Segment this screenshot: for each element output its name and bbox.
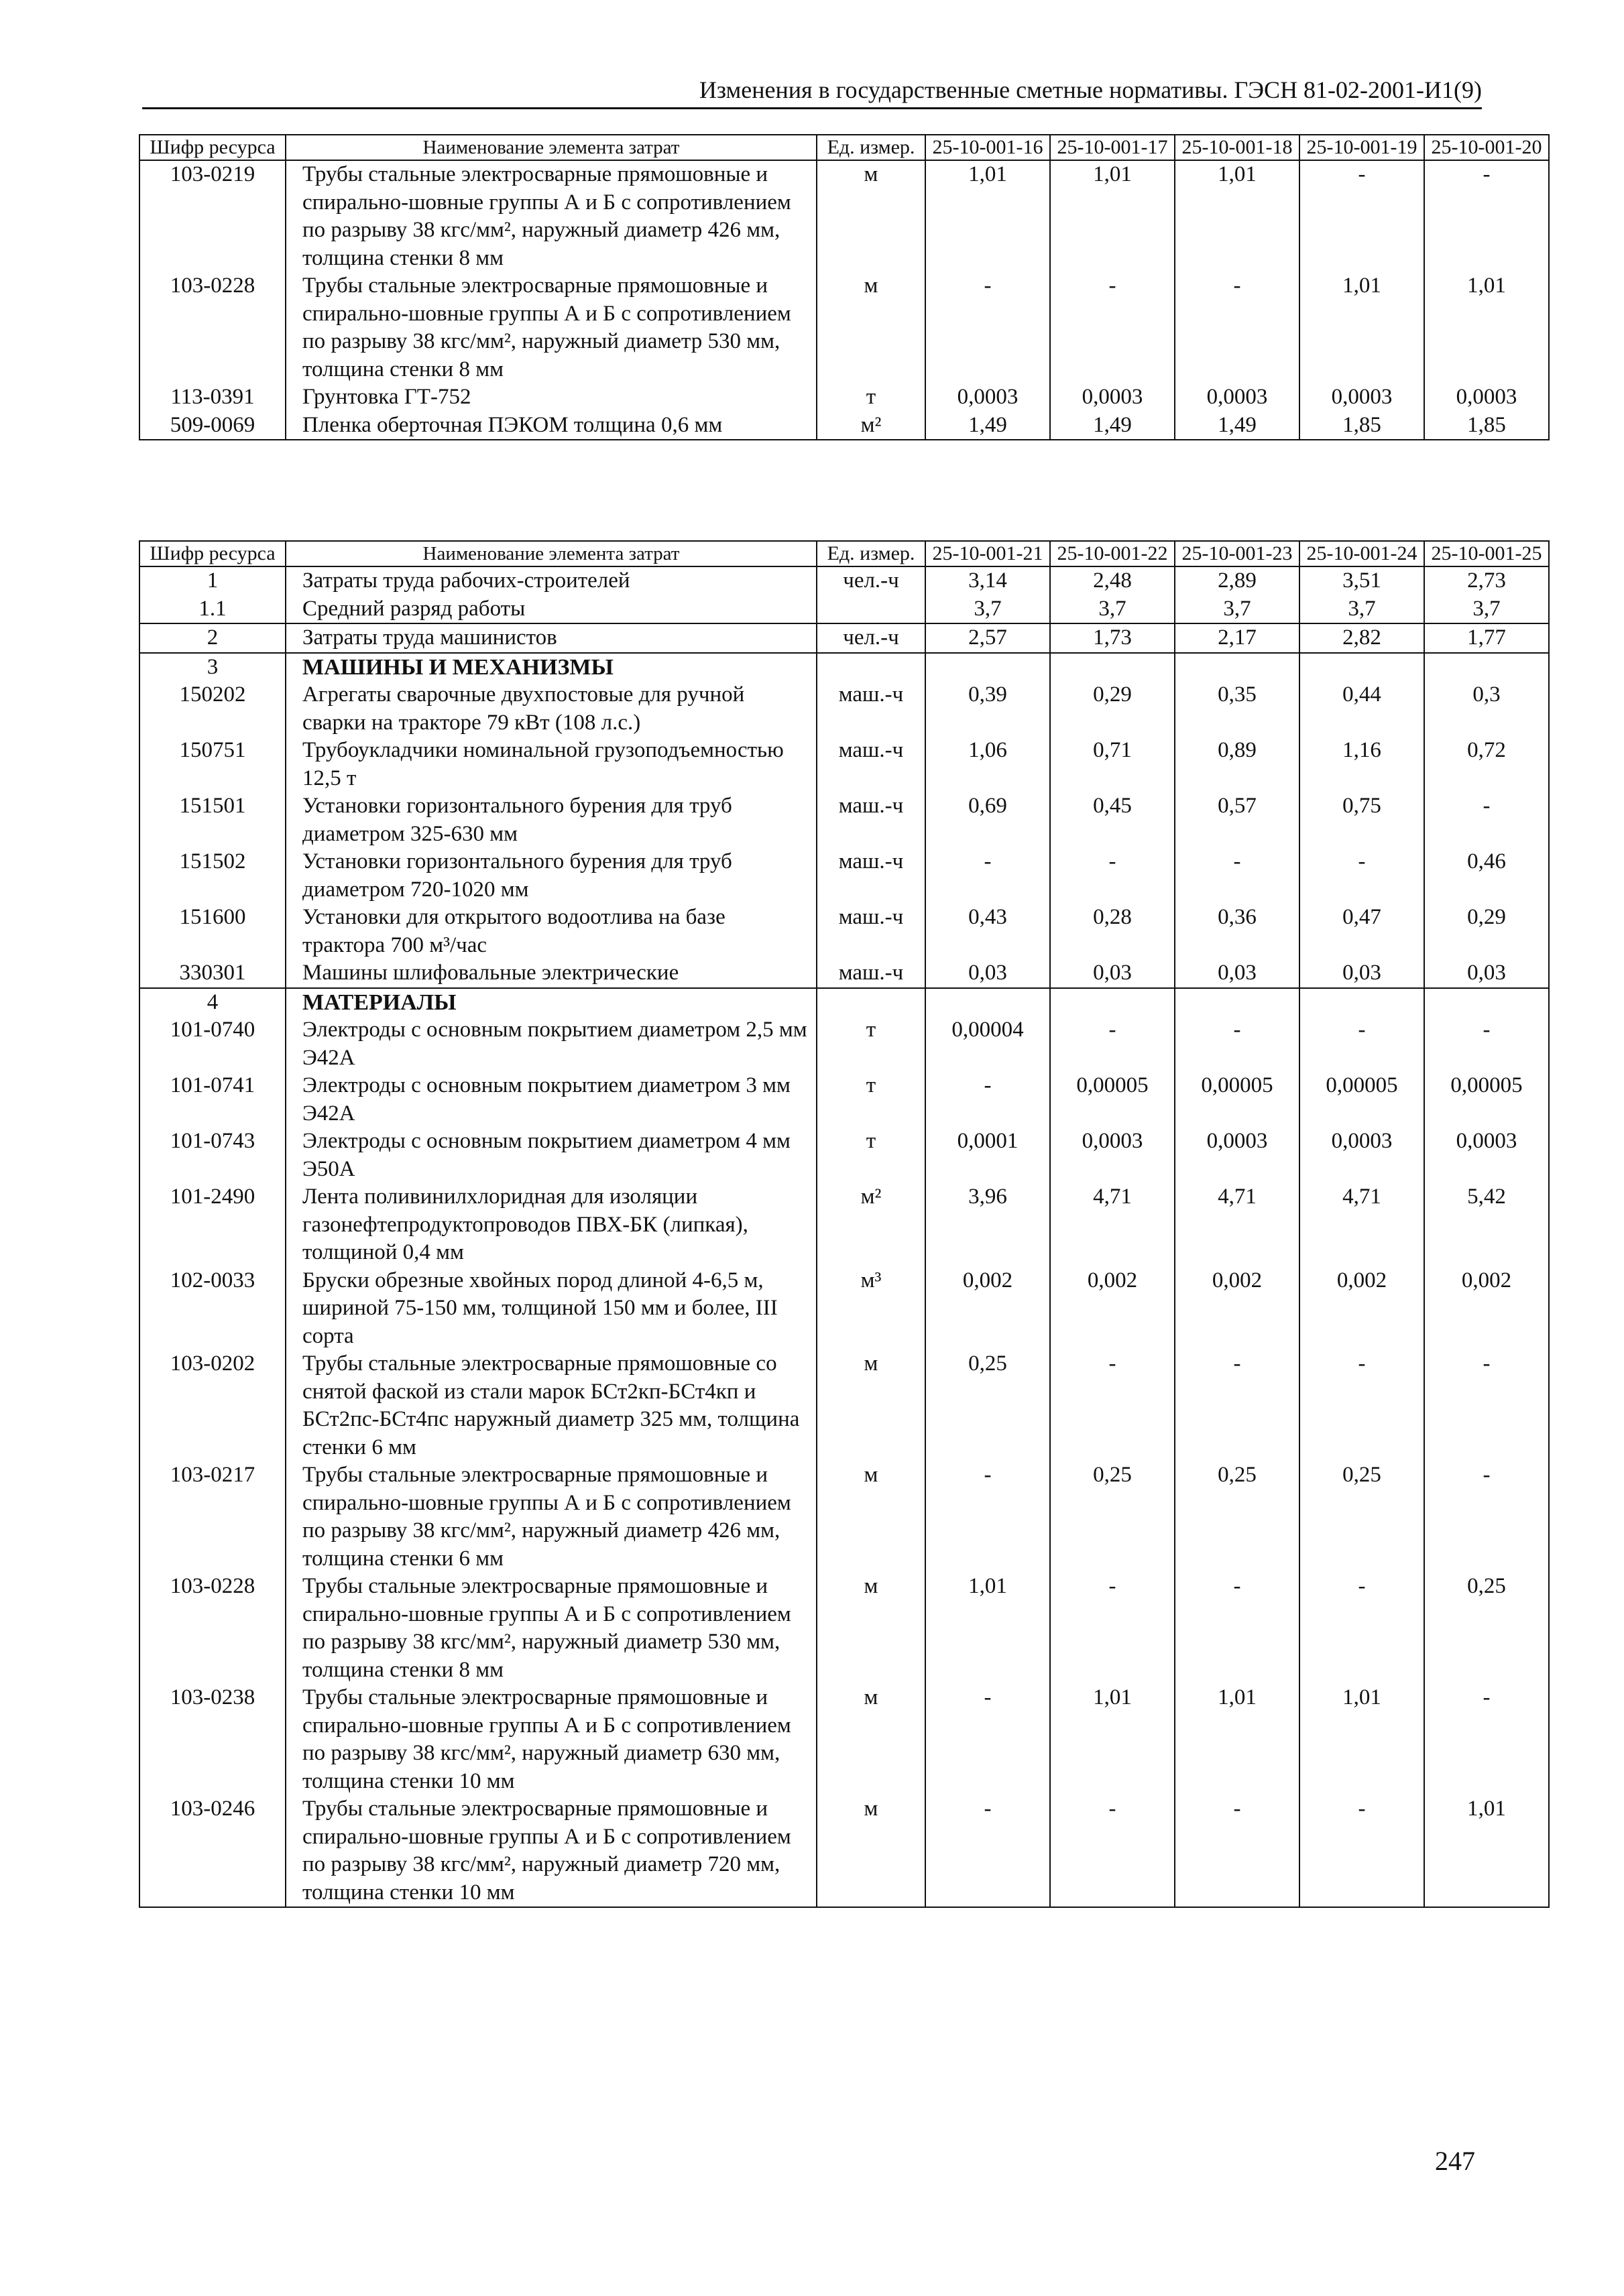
norm-value-2: 0,0003 (1050, 1128, 1175, 1183)
norm-value-2: 0,25 (1050, 1461, 1175, 1573)
header-unit: Ед. измер. (817, 135, 925, 160)
norm-value-2: 0,28 (1050, 904, 1175, 959)
unit-of-measure: маш.-ч (817, 848, 925, 904)
norm-value-3 (1175, 988, 1299, 1017)
cost-element-name: Средний разряд работы (286, 595, 817, 624)
norm-value-5: - (1424, 1350, 1549, 1461)
cost-element-name: Бруски обрезные хвойных пород длиной 4-6,5 м, шириной 75-150 мм, толщиной 150 мм и более, III сорта (286, 1267, 817, 1351)
resource-code: 151501 (139, 792, 286, 848)
cost-element-name: МАТЕРИАЛЫ (286, 988, 817, 1017)
table-row (139, 904, 1549, 959)
table-row (139, 681, 1549, 737)
cost-element-name: Трубы стальные электросварные прямошовные и спирально-шовные группы А и Б с сопротивлением по разрыву 38 кгс/мм², наружный диаметр 426 мм, толщина стенки 8 мм (286, 160, 817, 272)
resource-code: 103-0228 (139, 1573, 286, 1684)
table-row (139, 160, 1549, 272)
table-row (139, 272, 1549, 383)
header-col-4: 25-10-001-24 (1299, 541, 1424, 566)
norm-value-5: 0,29 (1424, 904, 1549, 959)
cost-element-name: Машины шлифовальные электрические (286, 959, 817, 988)
norm-value-5: 5,42 (1424, 1183, 1549, 1267)
norm-value-3: - (1175, 1350, 1299, 1461)
unit-of-measure: м (817, 1461, 925, 1573)
header-col-2: 25-10-001-22 (1050, 541, 1175, 566)
table-row (139, 412, 1549, 440)
resource-code: 150751 (139, 737, 286, 792)
unit-of-measure: маш.-ч (817, 737, 925, 792)
norm-value-2: 3,7 (1050, 595, 1175, 624)
norm-value-1: 1,01 (925, 1573, 1050, 1684)
norm-value-3: 3,7 (1175, 595, 1299, 624)
norm-value-1: 0,0001 (925, 1128, 1050, 1183)
table-row (139, 1461, 1549, 1573)
cost-element-name: Трубы стальные электросварные прямошовные со снятой фаской из стали марок БСт2кп-БСт4кп и БСт2пс-БСт4пс наружный диаметр 325 мм, толщина стенки 6 мм (286, 1350, 817, 1461)
norm-value-3: 4,71 (1175, 1183, 1299, 1267)
table-row (139, 1795, 1549, 1907)
norm-value-1: 1,49 (925, 412, 1050, 440)
unit-of-measure: чел.-ч (817, 566, 925, 595)
cost-element-name: Трубы стальные электросварные прямошовные и спирально-шовные группы А и Б с сопротивлением по разрыву 38 кгс/мм², наружный диаметр 530 мм, толщина стенки 8 мм (286, 272, 817, 383)
norm-value-5: 0,002 (1424, 1267, 1549, 1351)
norm-value-5: 0,46 (1424, 848, 1549, 904)
header-col-4: 25-10-001-19 (1299, 135, 1424, 160)
header-col-3: 25-10-001-23 (1175, 541, 1299, 566)
norm-value-4: 1,16 (1299, 737, 1424, 792)
norm-value-3: 1,01 (1175, 1684, 1299, 1795)
cost-element-name: Трубы стальные электросварные прямошовные и спирально-шовные группы А и Б с сопротивлением по разрыву 38 кгс/мм², наружный диаметр 720 мм, толщина стенки 10 мм (286, 1795, 817, 1907)
norm-value-3: 2,17 (1175, 623, 1299, 653)
norm-value-4: 0,03 (1299, 959, 1424, 988)
norm-value-3: - (1175, 1573, 1299, 1684)
norm-value-1 (925, 988, 1050, 1017)
norm-value-4: 1,01 (1299, 1684, 1424, 1795)
norm-value-1: 1,06 (925, 737, 1050, 792)
resource-table-1 (139, 134, 1550, 440)
norm-value-1: 1,01 (925, 160, 1050, 272)
norm-value-3: 0,36 (1175, 904, 1299, 959)
unit-of-measure: маш.-ч (817, 792, 925, 848)
norm-value-1: 0,03 (925, 959, 1050, 988)
norm-value-3: 0,35 (1175, 681, 1299, 737)
norm-value-3: 0,002 (1175, 1267, 1299, 1351)
cost-element-name: Лента поливинилхлоридная для изоляции газонефтепродуктопроводов ПВХ-БК (липкая), толщиной 0,4 мм (286, 1183, 817, 1267)
norm-value-3: 1,01 (1175, 160, 1299, 272)
cost-element-name: Грунтовка ГТ-752 (286, 383, 817, 412)
norm-value-4: 1,85 (1299, 412, 1424, 440)
header-col-3: 25-10-001-18 (1175, 135, 1299, 160)
norm-value-1: 0,0003 (925, 383, 1050, 412)
resource-code: 1 (139, 566, 286, 595)
norm-value-1: 0,00004 (925, 1016, 1050, 1072)
norm-value-5: 1,01 (1424, 272, 1549, 383)
unit-of-measure: м (817, 272, 925, 383)
resource-code: 103-0217 (139, 1461, 286, 1573)
norm-value-5 (1424, 988, 1549, 1017)
cost-element-name: МАШИНЫ И МЕХАНИЗМЫ (286, 653, 817, 682)
norm-value-5: 0,03 (1424, 959, 1549, 988)
norm-value-4: 0,002 (1299, 1267, 1424, 1351)
resource-table-2 (139, 540, 1550, 1908)
header-col-5: 25-10-001-25 (1424, 541, 1549, 566)
norm-value-1: 0,43 (925, 904, 1050, 959)
header-name: Наименование элемента затрат (286, 135, 817, 160)
unit-of-measure: т (817, 383, 925, 412)
unit-of-measure: м² (817, 412, 925, 440)
resource-code: 103-0238 (139, 1684, 286, 1795)
norm-value-3: 0,03 (1175, 959, 1299, 988)
norm-value-5: 0,0003 (1424, 383, 1549, 412)
cost-element-name: Затраты труда машинистов (286, 623, 817, 653)
norm-value-2: 1,49 (1050, 412, 1175, 440)
norm-value-5: - (1424, 1016, 1549, 1072)
header-code: Шифр ресурса (139, 135, 286, 160)
table-row (139, 383, 1549, 412)
resource-code: 103-0219 (139, 160, 286, 272)
table-row (139, 988, 1549, 1017)
table-row (139, 1072, 1549, 1128)
table-row (139, 737, 1549, 792)
cost-element-name: Установки горизонтального бурения для труб диаметром 720-1020 мм (286, 848, 817, 904)
norm-value-2: 0,00005 (1050, 1072, 1175, 1128)
cost-element-name: Трубы стальные электросварные прямошовные и спирально-шовные группы А и Б с сопротивлением по разрыву 38 кгс/мм², наружный диаметр 530 мм, толщина стенки 8 мм (286, 1573, 817, 1684)
table-row (139, 848, 1549, 904)
unit-of-measure: маш.-ч (817, 681, 925, 737)
unit-of-measure: м² (817, 1183, 925, 1267)
resource-code: 113-0391 (139, 383, 286, 412)
norm-value-2: - (1050, 848, 1175, 904)
table-row (139, 623, 1549, 653)
table-row (139, 1350, 1549, 1461)
header-col-2: 25-10-001-17 (1050, 135, 1175, 160)
norm-value-4: 0,0003 (1299, 1128, 1424, 1183)
norm-value-4: - (1299, 1350, 1424, 1461)
norm-value-5: 0,72 (1424, 737, 1549, 792)
running-header: Изменения в государственные сметные нормативы. ГЭСН 81-02-2001-И1(9) (142, 75, 1482, 109)
norm-value-3: - (1175, 272, 1299, 383)
norm-value-3: 0,0003 (1175, 383, 1299, 412)
cost-element-name: Трубы стальные электросварные прямошовные и спирально-шовные группы А и Б с сопротивлением по разрыву 38 кгс/мм², наружный диаметр 630 мм, толщина стенки 10 мм (286, 1684, 817, 1795)
header-col-5: 25-10-001-20 (1424, 135, 1549, 160)
table-row (139, 1267, 1549, 1351)
cost-element-name: Трубы стальные электросварные прямошовные и спирально-шовные группы А и Б с сопротивлением по разрыву 38 кгс/мм², наружный диаметр 426 мм, толщина стенки 6 мм (286, 1461, 817, 1573)
norm-value-4: 0,25 (1299, 1461, 1424, 1573)
resource-code: 509-0069 (139, 412, 286, 440)
norm-value-3: 1,49 (1175, 412, 1299, 440)
unit-of-measure: м (817, 1795, 925, 1907)
norm-value-1: - (925, 1795, 1050, 1907)
norm-value-5: - (1424, 160, 1549, 272)
resource-code: 103-0228 (139, 272, 286, 383)
norm-value-4: 0,47 (1299, 904, 1424, 959)
cost-element-name: Электроды с основным покрытием диаметром 3 мм Э42А (286, 1072, 817, 1128)
table-body (139, 160, 1549, 440)
norm-value-4 (1299, 653, 1424, 682)
norm-value-2 (1050, 988, 1175, 1017)
norm-value-2: 1,01 (1050, 160, 1175, 272)
norm-value-4: 0,44 (1299, 681, 1424, 737)
norm-value-2: 0,29 (1050, 681, 1175, 737)
norm-value-2: - (1050, 1573, 1175, 1684)
norm-value-2: 0,71 (1050, 737, 1175, 792)
norm-value-2: - (1050, 272, 1175, 383)
table-body (139, 566, 1549, 1907)
norm-value-5: 1,01 (1424, 1795, 1549, 1907)
unit-of-measure: м (817, 160, 925, 272)
norm-value-5: 0,00005 (1424, 1072, 1549, 1128)
norm-value-5: - (1424, 792, 1549, 848)
norm-value-2: 0,45 (1050, 792, 1175, 848)
header-code: Шифр ресурса (139, 541, 286, 566)
resource-code: 330301 (139, 959, 286, 988)
norm-value-4: 2,82 (1299, 623, 1424, 653)
norm-value-4: 4,71 (1299, 1183, 1424, 1267)
norm-value-1: - (925, 1684, 1050, 1795)
header-unit: Ед. измер. (817, 541, 925, 566)
norm-value-3: - (1175, 848, 1299, 904)
norm-value-5: 0,0003 (1424, 1128, 1549, 1183)
norm-value-2: - (1050, 1016, 1175, 1072)
norm-value-1: 0,69 (925, 792, 1050, 848)
norm-value-3: 0,0003 (1175, 1128, 1299, 1183)
norm-value-2: 1,01 (1050, 1684, 1175, 1795)
resource-code: 2 (139, 623, 286, 653)
table-row (139, 595, 1549, 624)
unit-of-measure: м (817, 1684, 925, 1795)
norm-value-3: - (1175, 1795, 1299, 1907)
norm-value-2: 0,002 (1050, 1267, 1175, 1351)
norm-value-1: 0,39 (925, 681, 1050, 737)
norm-value-4: - (1299, 1795, 1424, 1907)
norm-value-5: 2,73 (1424, 566, 1549, 595)
norm-value-3: 0,25 (1175, 1461, 1299, 1573)
resource-code: 1.1 (139, 595, 286, 624)
norm-value-1 (925, 653, 1050, 682)
table-header-row (139, 541, 1549, 566)
unit-of-measure: маш.-ч (817, 959, 925, 988)
table-row (139, 1684, 1549, 1795)
cost-element-name: Электроды с основным покрытием диаметром 4 мм Э50А (286, 1128, 817, 1183)
norm-value-2: 0,0003 (1050, 383, 1175, 412)
resource-code: 151600 (139, 904, 286, 959)
table-row (139, 566, 1549, 595)
unit-of-measure: м (817, 1573, 925, 1684)
resource-code: 102-0033 (139, 1267, 286, 1351)
norm-value-4 (1299, 988, 1424, 1017)
cost-element-name: Установки для открытого водоотлива на базе трактора 700 м³/час (286, 904, 817, 959)
norm-value-4: 0,00005 (1299, 1072, 1424, 1128)
unit-of-measure: маш.-ч (817, 904, 925, 959)
page-number: 247 (1435, 2146, 1475, 2176)
unit-of-measure: чел.-ч (817, 623, 925, 653)
norm-value-1: 2,57 (925, 623, 1050, 653)
norm-value-2: 1,73 (1050, 623, 1175, 653)
unit-of-measure: м (817, 1350, 925, 1461)
unit-of-measure (817, 988, 925, 1017)
norm-value-1: 3,14 (925, 566, 1050, 595)
resource-code: 101-0743 (139, 1128, 286, 1183)
norm-value-5: 3,7 (1424, 595, 1549, 624)
table-row (139, 1573, 1549, 1684)
cost-element-name: Электроды с основным покрытием диаметром 2,5 мм Э42А (286, 1016, 817, 1072)
norm-value-3: 0,57 (1175, 792, 1299, 848)
norm-value-2: - (1050, 1350, 1175, 1461)
table-row (139, 1128, 1549, 1183)
table-header-row (139, 135, 1549, 160)
resource-code: 4 (139, 988, 286, 1017)
resource-code: 150202 (139, 681, 286, 737)
norm-value-5: 1,85 (1424, 412, 1549, 440)
cost-element-name: Пленка оберточная ПЭКОМ толщина 0,6 мм (286, 412, 817, 440)
cost-element-name: Трубоукладчики номинальной грузоподъемностью 12,5 т (286, 737, 817, 792)
header-col-1: 25-10-001-21 (925, 541, 1050, 566)
norm-value-4: 3,51 (1299, 566, 1424, 595)
resource-code: 101-0741 (139, 1072, 286, 1128)
unit-of-measure (817, 595, 925, 624)
norm-value-5: - (1424, 1684, 1549, 1795)
norm-value-4: - (1299, 1573, 1424, 1684)
norm-value-4: 0,0003 (1299, 383, 1424, 412)
resource-code: 151502 (139, 848, 286, 904)
norm-value-5 (1424, 653, 1549, 682)
norm-value-3: - (1175, 1016, 1299, 1072)
resource-code: 101-0740 (139, 1016, 286, 1072)
norm-value-4: 0,75 (1299, 792, 1424, 848)
norm-value-3: 2,89 (1175, 566, 1299, 595)
cost-element-name: Агрегаты сварочные двухпостовые для ручной сварки на тракторе 79 кВт (108 л.с.) (286, 681, 817, 737)
unit-of-measure: т (817, 1016, 925, 1072)
norm-value-2: 0,03 (1050, 959, 1175, 988)
resource-code: 3 (139, 653, 286, 682)
unit-of-measure (817, 653, 925, 682)
table-row (139, 653, 1549, 682)
norm-value-2: 4,71 (1050, 1183, 1175, 1267)
table-row (139, 959, 1549, 988)
header-col-1: 25-10-001-16 (925, 135, 1050, 160)
norm-value-4: - (1299, 848, 1424, 904)
unit-of-measure: м³ (817, 1267, 925, 1351)
header-name: Наименование элемента затрат (286, 541, 817, 566)
norm-value-3: 0,00005 (1175, 1072, 1299, 1128)
norm-value-3: 0,89 (1175, 737, 1299, 792)
norm-value-1: - (925, 272, 1050, 383)
norm-value-5: 1,77 (1424, 623, 1549, 653)
norm-value-4: 1,01 (1299, 272, 1424, 383)
norm-value-4: - (1299, 1016, 1424, 1072)
unit-of-measure: т (817, 1072, 925, 1128)
table-row (139, 792, 1549, 848)
norm-value-2: - (1050, 1795, 1175, 1907)
resource-code: 103-0246 (139, 1795, 286, 1907)
norm-value-5: 0,3 (1424, 681, 1549, 737)
norm-value-1: - (925, 1072, 1050, 1128)
norm-value-1: 3,96 (925, 1183, 1050, 1267)
resource-code: 101-2490 (139, 1183, 286, 1267)
norm-value-2 (1050, 653, 1175, 682)
cost-element-name: Установки горизонтального бурения для труб диаметром 325-630 мм (286, 792, 817, 848)
norm-value-1: 0,25 (925, 1350, 1050, 1461)
norm-value-4: - (1299, 160, 1424, 272)
resource-code: 103-0202 (139, 1350, 286, 1461)
unit-of-measure: т (817, 1128, 925, 1183)
norm-value-5: - (1424, 1461, 1549, 1573)
norm-value-1: 0,002 (925, 1267, 1050, 1351)
table-row (139, 1183, 1549, 1267)
cost-element-name: Затраты труда рабочих-строителей (286, 566, 817, 595)
norm-value-1: - (925, 1461, 1050, 1573)
norm-value-3 (1175, 653, 1299, 682)
norm-value-2: 2,48 (1050, 566, 1175, 595)
norm-value-5: 0,25 (1424, 1573, 1549, 1684)
norm-value-1: 3,7 (925, 595, 1050, 624)
norm-value-1: - (925, 848, 1050, 904)
table-row (139, 1016, 1549, 1072)
norm-value-4: 3,7 (1299, 595, 1424, 624)
